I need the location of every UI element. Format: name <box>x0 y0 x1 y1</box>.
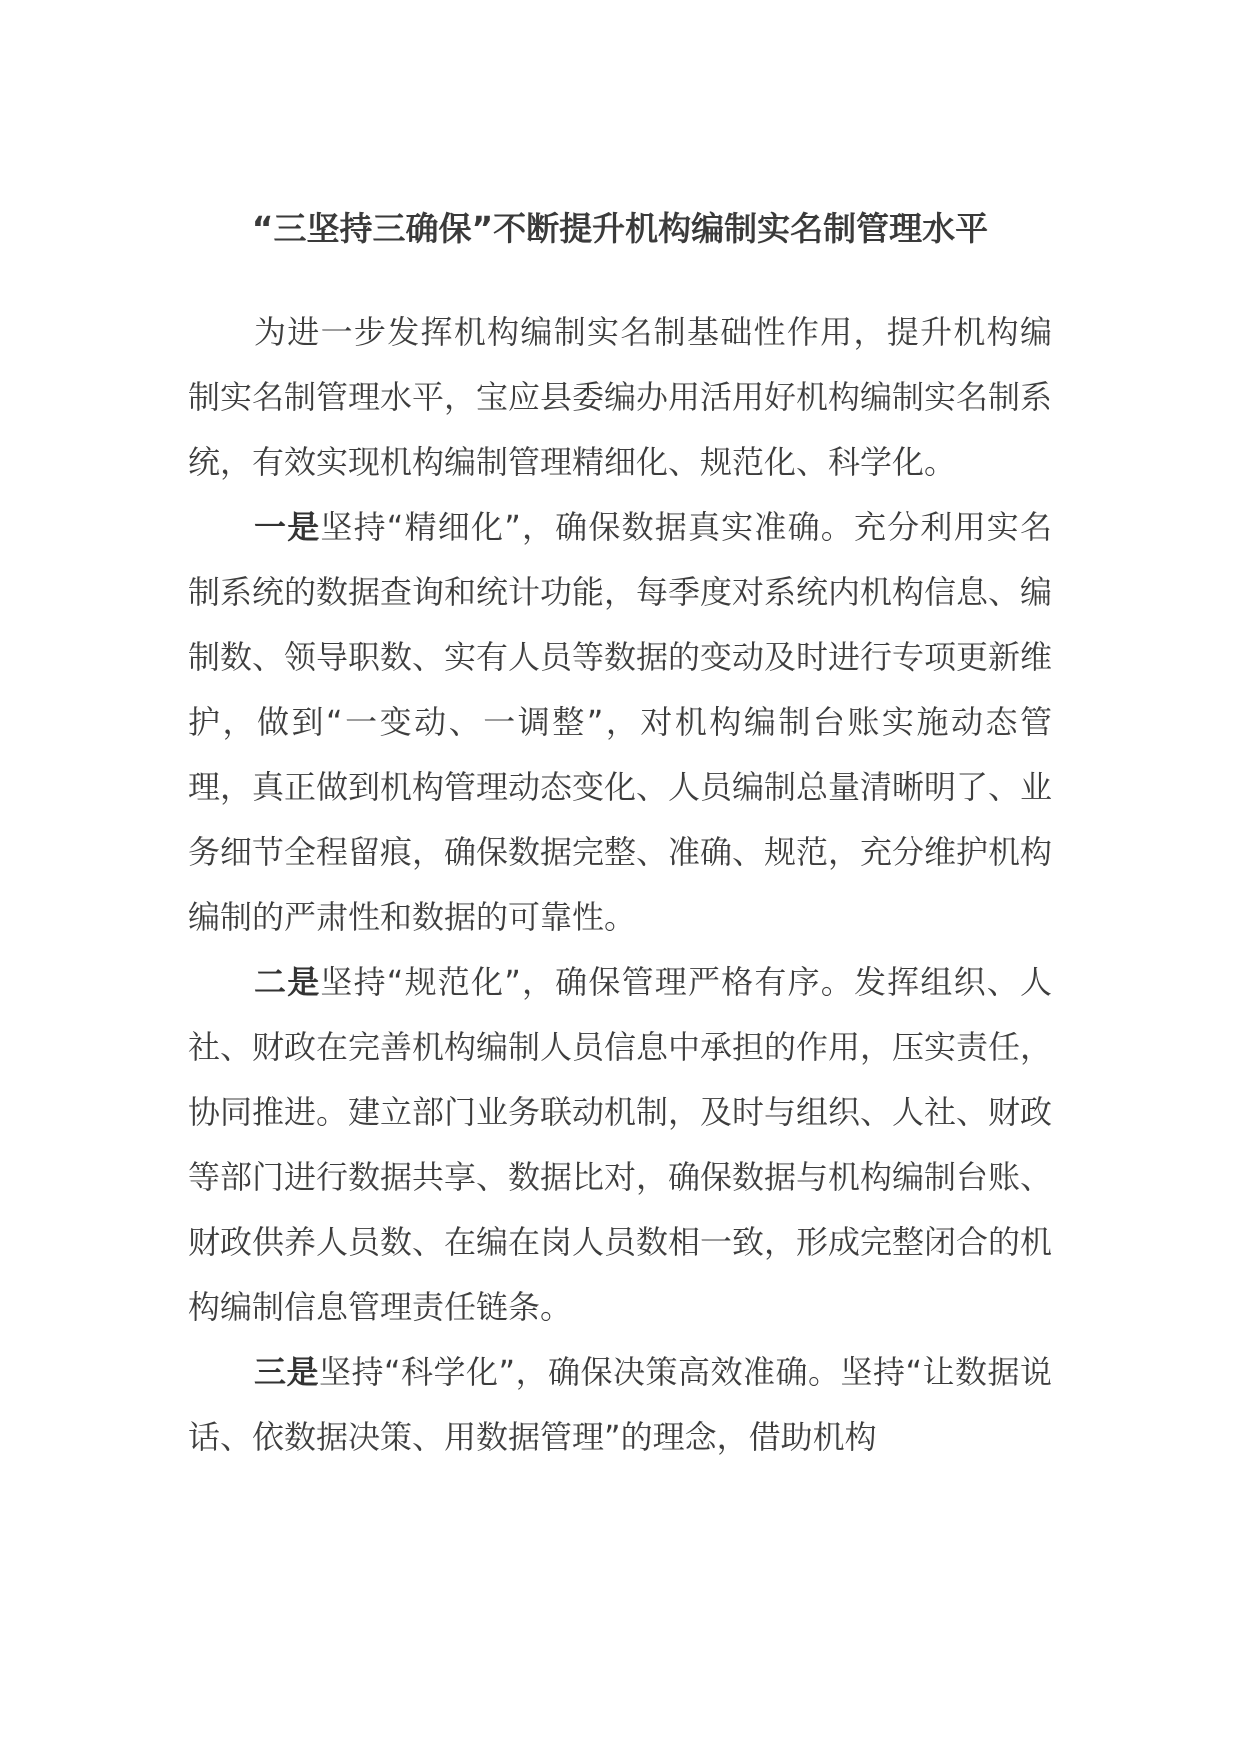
section-lead-3: 三是 <box>254 1353 319 1391</box>
section-paragraph-1 <box>188 495 1052 950</box>
section-text-2: 坚持“规范化”，确保管理严格有序。发挥组织、人社、财政在完善机构编制人员信息中承担的作用，压实责任，协同推进。建立部门业务联动机制，及时与组织、人社、财政等部门进行数据共享、数据比对，确保数据与机构编制台账、财政供养人员数、在编在岗人员数相一致，形成完整闭合的机构编制信息管理责任链条。 <box>188 963 1053 1326</box>
section-lead-2: 二是 <box>254 963 321 1001</box>
intro-paragraph: 为进一步发挥机构编制实名制基础性作用，提升机构编制实名制管理水平，宝应县委编办用活用好机构编制实名制系统，有效实现机构编制管理精细化、规范化、科学化。 <box>188 313 1053 481</box>
section-paragraph-2 <box>188 950 1052 1340</box>
document-title: “三坚持三确保”不断提升机构编制实名制管理水平 <box>251 209 989 248</box>
section-paragraph-3 <box>188 1340 1052 1470</box>
section-text-3: 坚持“科学化”，确保决策高效准确。坚持“让数据说话、依数据决策、用数据管理”的理念，借助机构 <box>188 1353 1052 1456</box>
document-body <box>188 300 1052 1470</box>
section-lead-1: 一是 <box>254 508 321 546</box>
section-text-1: 坚持“精细化”，确保数据真实准确。充分利用实名制系统的数据查询和统计功能，每季度对系统内机构信息、编制数、领导职数、实有人员等数据的变动及时进行专项更新维护，做到“一变动、一调整”，对机构编制台账实施动态管理，真正做到机构管理动态变化、人员编制总量清晰明了、业务细节全程留痕，确保数据完整、准确、规范，充分维护机构编制的严肃性和数据的可靠性。 <box>188 508 1053 936</box>
